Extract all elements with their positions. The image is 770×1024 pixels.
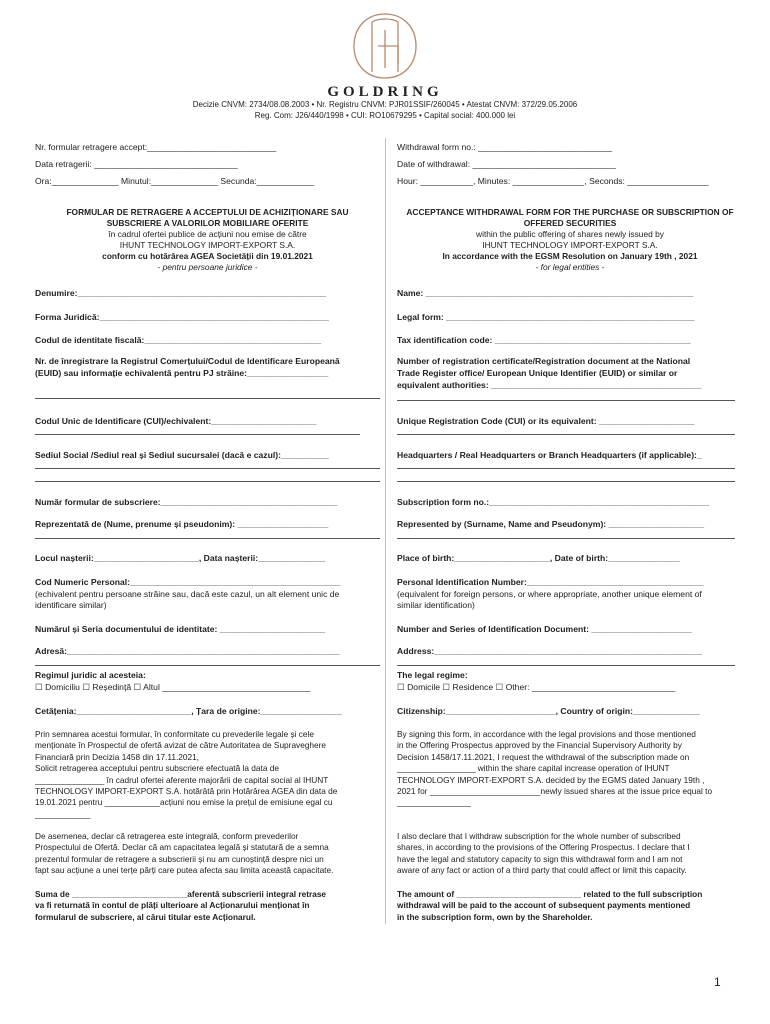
en-nrreg-3[interactable]: equivalent authorities: ____________________________________________ xyxy=(397,380,702,390)
ro-locul-data-nasterii[interactable]: Locul nașterii:______________________, Data nașterii:______________ xyxy=(35,553,326,563)
en-paragraph-2: I also declare that I withdraw subscription for the whole number of subscribed shares, in according to the provisions of the Offering Prospectus. I declare that I have the legal and statutory capacity to sign this withdrawal form and I am not aware of any fact or action of a third party that could affect or limit this capacity. xyxy=(397,831,690,876)
en-regime-options[interactable]: ☐ Domicile ☐ Residence ☐ Other: ______________________________ xyxy=(397,682,676,692)
en-represented-line[interactable] xyxy=(397,538,735,539)
en-paragraph-3: The amount of ___________________________ related to the full subscription withdrawal will be paid to the account of subsequent payments mentioned in the subscription form, own by the Shareholder. xyxy=(397,889,703,922)
en-pin-note-2: similar identification) xyxy=(397,600,475,610)
en-nrreg-1: Number of registration certificate/Registration document at the National xyxy=(397,356,691,366)
ro-adresa[interactable]: Adresă:_________________________________________________________ xyxy=(35,646,340,656)
ro-cnp-note-2: identificare similar) xyxy=(35,600,107,610)
en-citizenship[interactable]: Citizenship:_______________________, Country of origin:______________ xyxy=(397,706,700,716)
ro-nr-subscriere[interactable]: Număr formular de subscriere:_____________________________________ xyxy=(35,497,338,507)
ro-cetatenie[interactable]: Cetățenia:________________________, Țara de origine:_________________ xyxy=(35,706,342,716)
title-en: ACCEPTANCE WITHDRAWAL FORM FOR THE PURCHASE OR SUBSCRIPTION OF OFFERED SECURITIES within the public offering of shares newly issued by IHUNT TECHNOLOGY IMPORT-EXPORT S.A. In accordance with the EGSM Resolution on January 19th , 2021 - for legal entities - xyxy=(406,207,734,272)
registration-line-2: Reg. Com: J26/440/1998 • CUI: RO10679295 • Capital social: 400.000 lei xyxy=(254,111,516,120)
en-withdrawal-date[interactable]: Date of withdrawal: ______________________________ xyxy=(397,159,616,169)
en-withdrawal-time[interactable]: Hour: ___________, Minutes: _______________, Seconds: _________________ xyxy=(397,176,709,186)
ro-nrreg-1: Nr. de înregistrare la Registrul Comerțului/Codul de Identificare Europeană xyxy=(35,356,340,366)
en-legal-form[interactable]: Legal form: ____________________________________________________ xyxy=(397,312,695,322)
goldring-logo xyxy=(338,10,432,82)
ro-cif[interactable]: Codul de identitate fiscală:_____________________________________ xyxy=(35,335,322,345)
en-address[interactable]: Address:________________________________________________________ xyxy=(397,646,702,656)
ro-withdrawal-date[interactable]: Data retragerii: ______________________________ xyxy=(35,159,238,169)
brand-name: GOLDRING xyxy=(327,84,443,100)
ro-forma-juridica[interactable]: Forma Juridică:________________________________________________ xyxy=(35,312,329,322)
en-tax-code[interactable]: Tax identification code: _________________________________________ xyxy=(397,335,691,345)
en-name[interactable]: Name: ________________________________________________________ xyxy=(397,288,694,298)
ro-reprezentant[interactable]: Reprezentată de (Nume, prenume și pseudonim): ___________________ xyxy=(35,519,329,529)
en-birth[interactable]: Place of birth:____________________, Date of birth:_______________ xyxy=(397,553,680,563)
ro-regim: Regimul juridic al acesteia: xyxy=(35,670,146,680)
en-hq-line-1[interactable] xyxy=(397,468,735,469)
ro-cui-line[interactable] xyxy=(35,434,360,435)
en-address-line[interactable] xyxy=(397,665,735,666)
ro-denumire[interactable]: Denumire:____________________________________________________ xyxy=(35,288,327,298)
ro-nrreg-line[interactable] xyxy=(35,398,380,399)
en-represented-by[interactable]: Represented by (Surname, Name and Pseudonym): ____________________ xyxy=(397,519,705,529)
en-legal-regime: The legal regime: xyxy=(397,670,468,680)
en-cui-line[interactable] xyxy=(397,434,735,435)
ro-paragraph-3: Suma de _________________________aferentă subscrierii integral retrase va fi returnată în contul de plăți ulterioare al Acționarului menționat în formularul de subscriere, al cărui titular este Acționarul. xyxy=(35,889,327,922)
ro-paragraph-2: De asemenea, declar că retragerea este integrală, conform prevederilor Prospectului de Ofertă. Declar că am capacitatea legală și statutară de a semna prezentul formular de retragere a subscrierii și nu am cunoștință despre nici un fapt sau acțiune a unei terțe părți care putea afecta sau limita această capacitate. xyxy=(35,831,334,876)
en-paragraph-1: By signing this form, in accordance with the legal provisions and those mentioned in the Offering Prospectus approved by the Financial Supervisory Authority by Decision 1458/17.11.2021, I request the withdrawal of the subscription made on _________________ within the share capital increase operation of IHUNT TECHNOLOGY IMPORT-EXPORT S.A. decided by the EGMS dated January 19th , 2021 for ________________________newly issued shares at the issue price equal to ________________ xyxy=(397,729,713,808)
ro-nrreg-2[interactable]: (EUID) sau informație echivalentă pentru PJ străine:_________________ xyxy=(35,368,329,378)
ro-regim-options[interactable]: ☐ Domiciliu ☐ Reședință ☐ Altul _______________________________ xyxy=(35,682,311,692)
ro-withdrawal-time[interactable]: Ora:______________ Minutul:______________ Secunda:____________ xyxy=(35,176,315,186)
ro-adresa-line[interactable] xyxy=(35,665,380,666)
ro-cnp-note-1: (echivalent pentru persoane străine sau, dacă este cazul, un alt element unic de xyxy=(35,589,340,599)
column-divider xyxy=(385,138,386,924)
ro-reprezentant-line[interactable] xyxy=(35,538,380,539)
ro-sediu-line-1[interactable] xyxy=(35,468,380,469)
en-subscription-no[interactable]: Subscription form no.:______________________________________________ xyxy=(397,497,709,507)
ro-sediu[interactable]: Sediul Social /Sediul real și Sediul sucursalei (dacă e cazul):__________ xyxy=(35,450,329,460)
ro-sediu-line-2[interactable] xyxy=(35,481,380,482)
ro-cnp[interactable]: Cod Numeric Personal:____________________________________________ xyxy=(35,577,341,587)
en-id-series[interactable]: Number and Series of Identification Document: _____________________ xyxy=(397,624,692,634)
en-cui[interactable]: Unique Registration Code (CUI) or its equivalent: ____________________ xyxy=(397,416,695,426)
page-number: 1 xyxy=(714,975,721,989)
title-ro: FORMULAR DE RETRAGERE A ACCEPTULUI DE ACHIZIȚIONARE SAU SUBSCRIERE A VALORILOR MOBILIARE OFERITE în cadrul ofertei publice de acțiuni nou emise de către IHUNT TECHNOLOGY IMPORT-EXPORT S.A. conform cu hotărârea AGEA Societății din 19.01.2021 - pentru persoane juridice - xyxy=(66,207,349,272)
ro-serie-doc[interactable]: Numărul și Seria documentului de identitate: ______________________ xyxy=(35,624,325,634)
en-pin[interactable]: Personal Identification Number:_____________________________________ xyxy=(397,577,704,587)
registration-line-1: Decizie CNVM: 2734/08.08.2003 • Nr. Registru CNVM: PJR01SSIF/260045 • Atestat CNVM: 372/29.05.2006 xyxy=(192,100,578,109)
en-nrreg-line[interactable] xyxy=(397,400,735,401)
ro-withdrawal-form-no[interactable]: Nr. formular retragere accept:___________________________ xyxy=(35,142,277,152)
en-withdrawal-form-no[interactable]: Withdrawal form no.: ____________________________ xyxy=(397,142,613,152)
ro-paragraph-1: Prin semnarea acestui formular, în conformitate cu prevederile legale și cele menționate în Prospectul de ofertă avizat de către Autoritatea de Supraveghere Financiară prin Decizia 1458 din 17.11.2021, Solicit retragerea acceptului pentru subscriere efectuată la data de _______________ în cadrul ofertei aferente majorării de capital social al IHUNT TECHNOLOGY IMPORT-EXPORT S.A. hotărâtă prin Hotărârea AGEA din data de 19.01.2021 pentru ____________acțiuni nou emise la prețul de emisiune egal cu ____________ xyxy=(35,729,338,819)
en-hq-line-2[interactable] xyxy=(397,481,735,482)
ro-cui[interactable]: Codul Unic de Identificare (CUI)/echivalent:______________________ xyxy=(35,416,317,426)
en-nrreg-2: Trade Register office/ European Unique Identifier (EUID) or similar or xyxy=(397,368,678,378)
en-headquarters[interactable]: Headquarters / Real Headquarters or Branch Headquarters (if applicable):_ xyxy=(397,450,702,460)
en-pin-note-1: (equivalent for foreign persons, or where appropriate, another unique element of xyxy=(397,589,702,599)
